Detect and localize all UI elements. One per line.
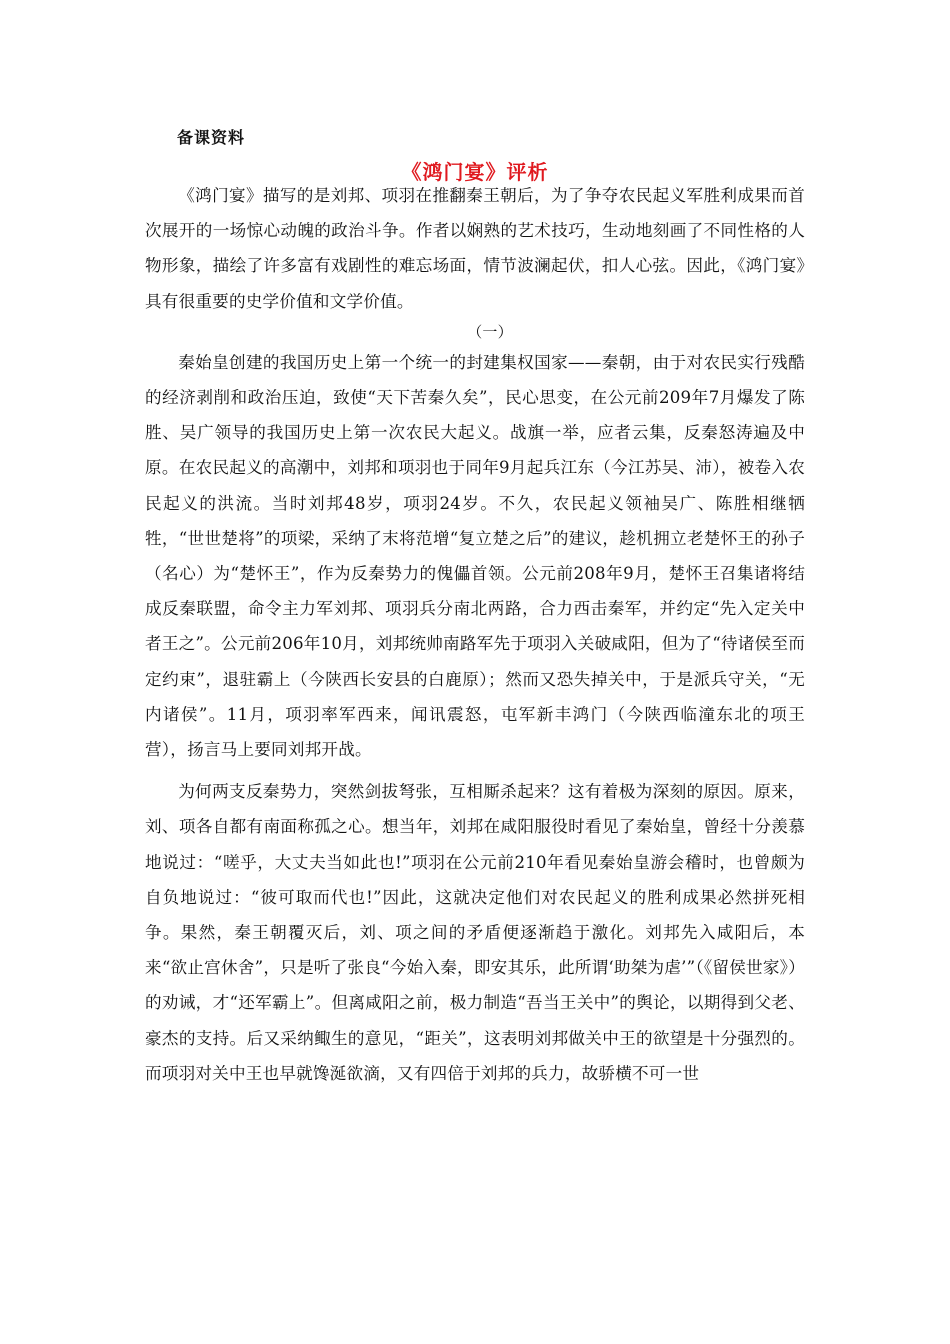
article-body: [145, 178, 805, 1091]
paragraph-2: 为何两支反秦势力，突然剑拔弩张，互相厮杀起来？这有着极为深刻的原因。原来，刘、项各自都有南面称孤之心。想当年，刘邦在咸阳服役时看见了秦始皇，曾经十分羡慕地说过：“嗟乎，大丈夫当如此也!”项羽在公元前210年看见秦始皇游会稽时，也曾颇为自负地说过：“彼可取而代也!”因此，这就决定他们对农民起义的胜利成果必然拼死相争。果然，秦王朝覆灭后，刘、项之间的矛盾便逐渐趋于激化。刘邦先入咸阳后，本来“欲止宫休舍”，只是听了张良“今始入秦，即安其乐，此所谓‘助桀为虐’”（《留侯世家》）的劝诫，才“还军霸上”。但离咸阳之前，极力制造“吾当王关中”的舆论，以期得到父老、豪杰的支持。后又采纳鲰生的意见，“距关”，这表明刘邦做关中王的欲望是十分强烈的。而项羽对关中王也早就馋涎欲滴，又有四倍于刘邦的兵力，故骄横不可一世: [145, 782, 805, 1083]
header-label: 备课资料: [177, 128, 246, 147]
intro-paragraph: 《鸿门宴》描写的是刘邦、项羽在推翻秦王朝后，为了争夺农民起义军胜利成果而首次展开的一场惊心动魄的政治斗争。作者以娴熟的艺术技巧，生动地刻画了不同性格的人物形象，描绘了许多富有戏剧性的难忘场面，情节波澜起伏，扣人心弦。因此，《鸿门宴》具有很重要的史学价值和文学价值。: [145, 186, 805, 311]
paragraph-1: 秦始皇创建的我国历史上第一个统一的封建集权国家——秦朝，由于对农民实行残酷的经济剥削和政治压迫，致使“天下苦秦久矣”，民心思变，在公元前209年7月爆发了陈胜、吴广领导的我国历史上第一次农民大起义。战旗一举，应者云集，反秦怒涛遍及中原。在农民起义的高潮中，刘邦和项羽也于同年9月起兵江东（今江苏吴、沛），被卷入农民起义的洪流。当时刘邦48岁，项羽24岁。不久，农民起义领袖吴广、陈胜相继牺牲，“世世楚将”的项梁，采纳了末将范增“复立楚之后”的建议，趁机拥立老楚怀王的孙子（名心）为“楚怀王”，作为反秦势力的傀儡首领。公元前208年9月，楚怀王召集诸将结成反秦联盟，命令主力军刘邦、项羽兵分南北两路，合力西击秦军，并约定“先入定关中者王之”。公元前206年10月，刘邦统帅南路军先于项羽入关破咸阳，但为了“待诸侯至而定约束”，退驻霸上（今陕西长安县的白鹿原）；然而又恐失掉关中，于是派兵守关，“无内诸侯”。11月，项羽率军西来，闻讯震怒，屯军新丰鸿门（今陕西临潼东北的项王营），扬言马上要同刘邦开战。: [145, 352, 805, 760]
section-marker: （一）: [467, 322, 513, 341]
document-title: 《鸿门宴》评析: [401, 160, 549, 184]
